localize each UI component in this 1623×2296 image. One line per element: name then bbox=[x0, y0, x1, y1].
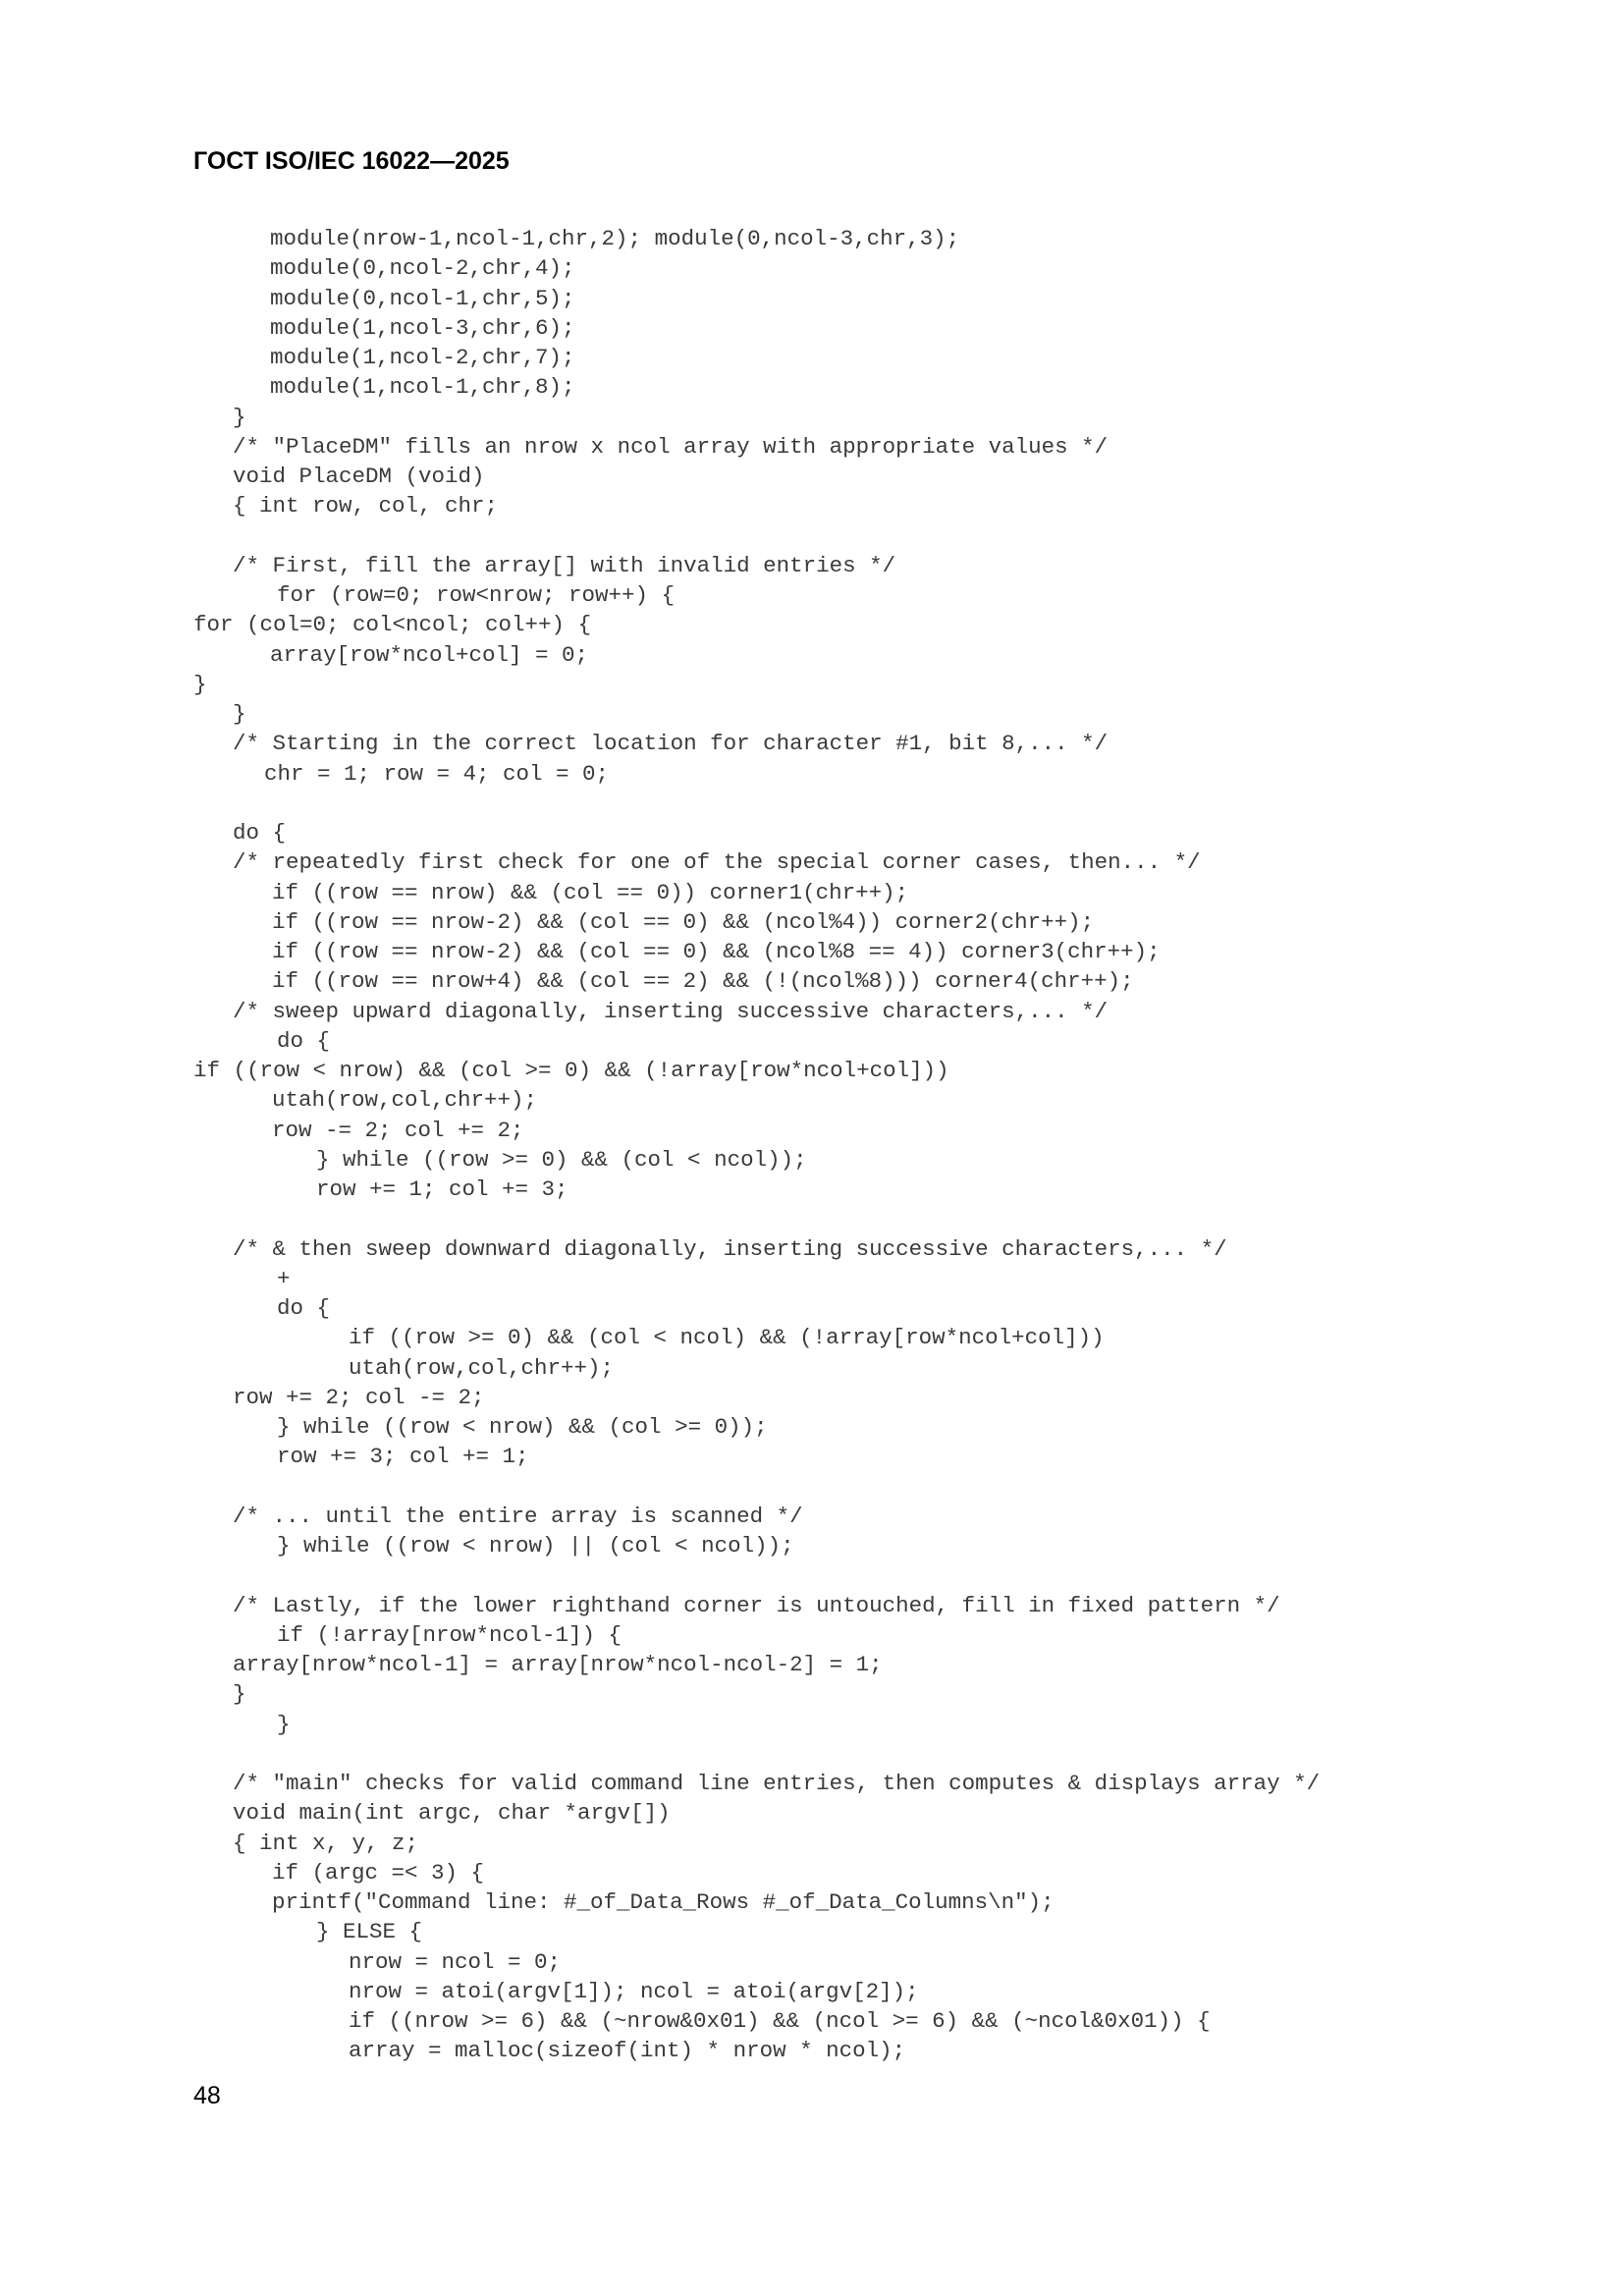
code-line: utah(row,col,chr++); bbox=[349, 1354, 615, 1381]
code-line: chr = 1; row = 4; col = 0; bbox=[264, 760, 610, 787]
code-line: } bbox=[233, 1681, 246, 1708]
code-line: /* "main" checks for valid command line entries, then computes & displays array */ bbox=[233, 1771, 1321, 1796]
code-line: if ((row == nrow) && (col == 0)) corner1(chr++); bbox=[272, 879, 909, 905]
code-line bbox=[193, 1472, 1320, 1502]
code-line: module(1,ncol-2,chr,7); bbox=[270, 345, 575, 370]
code-line: row += 2; col -= 2; bbox=[233, 1384, 485, 1410]
code-line: /* Starting in the correct location for character #1, bit 8,... */ bbox=[233, 731, 1109, 757]
code-line: module(1,ncol-3,chr,6); bbox=[270, 314, 575, 341]
code-line: if ((row >= 0) && (col < ncol) && (!array[row*ncol+col])) bbox=[349, 1325, 1105, 1351]
code-line: } bbox=[233, 701, 246, 727]
code-line: module(nrow-1,ncol-1,chr,2); module(0,ncol-3,chr,3); bbox=[270, 226, 960, 251]
code-line: } while ((row >= 0) && (col < ncol)); bbox=[316, 1146, 807, 1173]
code-line: utah(row,col,chr++); bbox=[272, 1087, 538, 1114]
code-line: row += 1; col += 3; bbox=[316, 1176, 568, 1202]
code-line: void PlaceDM (void) bbox=[233, 464, 485, 489]
code-line: row += 3; col += 1; bbox=[277, 1444, 529, 1470]
code-line: void main(int argc, char *argv[]) bbox=[233, 1800, 671, 1827]
code-line: printf("Command line: #_of_Data_Rows #_of_Data_Columns\n"); bbox=[272, 1889, 1055, 1915]
code-line bbox=[193, 789, 1320, 818]
code-line: module(0,ncol-1,chr,5); bbox=[270, 285, 575, 311]
code-line: /* & then sweep downward diagonally, inserting successive characters,... */ bbox=[233, 1235, 1227, 1262]
code-line: } bbox=[277, 1711, 291, 1737]
code-line: /* ... until the entire array is scanned */ bbox=[233, 1503, 803, 1529]
code-line: { int x, y, z; bbox=[233, 1830, 419, 1856]
code-line: /* "PlaceDM" fills an nrow x ncol array with appropriate values */ bbox=[233, 433, 1109, 460]
code-line bbox=[193, 1204, 1320, 1233]
code-line: module(0,ncol-2,chr,4); bbox=[270, 255, 575, 282]
code-line: array[nrow*ncol-1] = array[nrow*ncol-ncol-2] = 1; bbox=[233, 1652, 883, 1677]
page-number: 48 bbox=[193, 2082, 221, 2109]
code-line bbox=[193, 1739, 1320, 1769]
code-line: } while ((row < nrow) && (col >= 0)); bbox=[277, 1414, 768, 1440]
code-line: /* repeatedly first check for one of the special corner cases, then... */ bbox=[233, 849, 1201, 876]
code-line: } ELSE { bbox=[316, 1919, 423, 1945]
code-listing bbox=[193, 224, 1320, 2066]
code-line: do { bbox=[277, 1027, 331, 1054]
code-line: /* sweep upward diagonally, inserting successive characters,... */ bbox=[233, 998, 1109, 1024]
code-line: } while ((row < nrow) || (col < ncol)); bbox=[277, 1533, 794, 1558]
code-line: if ((row < nrow) && (col >= 0) && (!array[row*ncol+col])) bbox=[193, 1058, 949, 1083]
code-line bbox=[193, 1560, 1320, 1590]
code-line: array[row*ncol+col] = 0; bbox=[270, 641, 589, 668]
code-line: if ((nrow >= 6) && (~nrow&0x01) && (ncol >= 6) && (~ncol&0x01)) { bbox=[349, 2008, 1211, 2034]
code-line: { int row, col, chr; bbox=[233, 493, 499, 519]
code-line: nrow = ncol = 0; bbox=[349, 1948, 562, 1975]
code-line: } bbox=[193, 671, 207, 697]
code-line: if ((row == nrow-2) && (col == 0) && (ncol%4)) corner2(chr++); bbox=[272, 908, 1095, 935]
code-line: if (argc =< 3) { bbox=[272, 1859, 485, 1886]
code-line: module(1,ncol-1,chr,8); bbox=[270, 374, 575, 401]
code-line: if ((row == nrow-2) && (col == 0) && (ncol%8 == 4)) corner3(chr++); bbox=[272, 939, 1161, 964]
code-line: nrow = atoi(argv[1]); ncol = atoi(argv[2]); bbox=[349, 1978, 919, 2004]
code-line: do { bbox=[277, 1295, 331, 1321]
code-line: /* Lastly, if the lower righthand corner is untouched, fill in fixed pattern */ bbox=[233, 1592, 1280, 1618]
code-line: if (!array[nrow*ncol-1]) { bbox=[277, 1621, 622, 1648]
code-line bbox=[193, 521, 1320, 551]
code-line: + bbox=[277, 1265, 291, 1291]
code-line: /* First, fill the array[] with invalid entries */ bbox=[233, 552, 896, 578]
code-line: } bbox=[233, 404, 246, 430]
code-line: for (row=0; row<nrow; row++) { bbox=[277, 582, 676, 608]
code-line: do { bbox=[233, 820, 287, 846]
code-line: if ((row == nrow+4) && (col == 2) && (!(ncol%8))) corner4(chr++); bbox=[272, 968, 1134, 995]
code-line: row -= 2; col += 2; bbox=[272, 1117, 524, 1143]
document-header: ГОСТ ISO/IEC 16022—2025 bbox=[193, 147, 510, 175]
code-line: array = malloc(sizeof(int) * nrow * ncol); bbox=[349, 2038, 906, 2064]
code-line: for (col=0; col<ncol; col++) { bbox=[193, 612, 592, 638]
